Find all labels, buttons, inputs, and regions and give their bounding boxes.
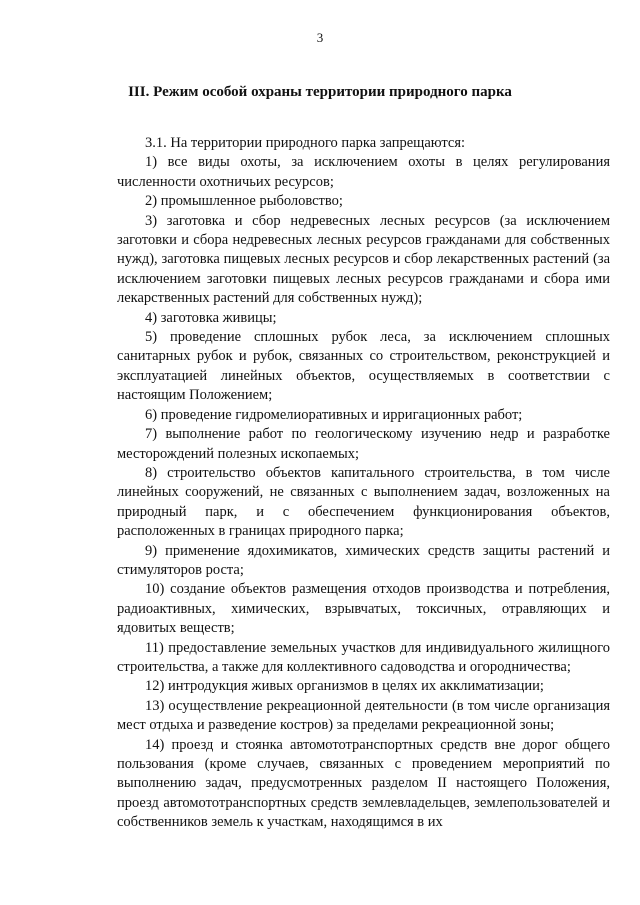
page-number: 3 [316,30,324,45]
section-title: III. Режим особой охраны территории природного парка [128,84,512,100]
list-item-9: 9) применение ядохимикатов, химических средств защиты растений и стимуляторов роста; [117,542,610,578]
list-item-4: 4) заготовка живицы; [145,309,277,326]
intro-paragraph: 3.1. На территории природного парка запрещаются: [145,135,466,151]
list-item-14: 14) проезд и стоянка автомототранспортных средств вне дорог общего пользования (кроме случаев, связанных с проведением мероприятий по выполнению задач, предусмотренных разделом II настоящего Положения, проезд автомототранспортных средств землевладельцев, землепользователей и собственников земель к участкам, находящимся в их [117,736,610,831]
list-item-1: 1) все виды охоты, за исключением охоты в целях регулирования численности охотничьих ресурсов; [117,154,610,190]
list-item-13: 13) осуществление рекреационной деятельности (в том числе организация мест отдыха и разведение костров) за пределами рекреационной зоны; [117,697,610,734]
list-item-8: 8) строительство объектов капитального строительства, в том числе линейных сооружений, не связанных с выполнением задач, возложенных на природный парк, и с обеспечением функционирования объектов, расположенных в границах природного парка; [117,464,610,540]
list-item-2: 2) промышленное рыболовство; [145,193,343,210]
list-item-6: 6) проведение гидромелиоративных и ирригационных работ; [145,406,523,423]
list-item-10: 10) создание объектов размещения отходов производства и потребления, радиоактивных, химических, взрывчатых, токсичных, отравляющих и ядовитых веществ; [117,581,610,637]
list-item-11: 11) предоставление земельных участков для индивидуального жилищного строительства, а также для коллективного садоводства и огородничества; [117,639,610,675]
list-item-7: 7) выполнение работ по геологическому изучению недр и разработке месторождений полезных ископаемых; [117,426,610,462]
list-item-5: 5) проведение сплошных рубок леса, за исключением сплошных санитарных рубок и рубок, связанных со строительством, реконструкцией и эксплуатацией линейных объектов, осуществляемых в соответствии с настоящим Положением; [117,329,610,404]
body-text [117,134,610,833]
list-item-12: 12) интродукция живых организмов в целях их акклиматизации; [145,678,544,695]
list-item-3: 3) заготовка и сбор недревесных лесных ресурсов (за исключением заготовки и сбора недревесных лесных ресурсов гражданами для собственных нужд), заготовка пищевых лесных ресурсов и сбор лекарственных растений (за исключением заготовки пищевых лесных ресурсов гражданами и сбора ими лекарственных растений для собственных нужд); [117,212,610,307]
